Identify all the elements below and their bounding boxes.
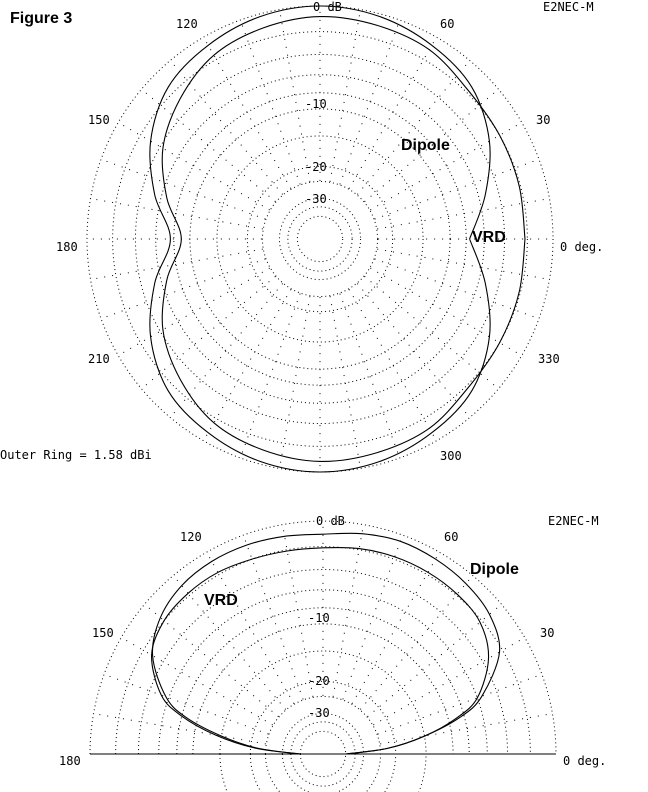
grid-spoke bbox=[352, 552, 439, 703]
grid-ring bbox=[297, 216, 342, 261]
grid-spoke bbox=[91, 199, 263, 229]
angle-label-210: 210 bbox=[88, 352, 110, 366]
figure-title: Figure 3 bbox=[10, 10, 73, 27]
grid-spoke bbox=[101, 259, 265, 319]
azimuth-trace-vrd bbox=[162, 17, 525, 462]
angle-label-60: 60 bbox=[444, 530, 459, 544]
grid-spoke bbox=[340, 294, 400, 458]
grid-spoke bbox=[357, 61, 469, 195]
grid-ring bbox=[247, 166, 392, 311]
elevation-program-label: E2NEC-M bbox=[548, 514, 599, 528]
azimuth-program-label: E2NEC-M bbox=[543, 0, 594, 14]
angle-label-330: 330 bbox=[538, 352, 560, 366]
grid-ring bbox=[113, 32, 528, 447]
grid-spoke bbox=[142, 276, 276, 388]
grid-spoke bbox=[370, 123, 521, 210]
angle-label-300: 300 bbox=[440, 449, 462, 463]
grid-ring bbox=[193, 624, 453, 754]
grid-spoke bbox=[280, 10, 310, 182]
angle-label-120: 120 bbox=[176, 17, 198, 31]
db-ring-label: 0 dB bbox=[313, 0, 342, 14]
grid-ring bbox=[300, 731, 345, 754]
angle-label-0: 0 deg. bbox=[560, 240, 604, 254]
grid-spoke bbox=[170, 284, 282, 418]
azimuth-outer-ring-label: Outer Ring = 1.58 dBi bbox=[0, 448, 152, 462]
elevation-angle-labels bbox=[59, 530, 606, 768]
grid-spoke bbox=[94, 714, 266, 744]
elevation-traces bbox=[152, 533, 500, 754]
grid-spoke bbox=[343, 535, 403, 699]
grid-spoke bbox=[340, 20, 400, 184]
angle-label-120: 120 bbox=[180, 530, 202, 544]
grid-ring-below bbox=[220, 754, 426, 792]
angle-label-0: 0 deg. bbox=[563, 754, 607, 768]
db-ring-label: -10 bbox=[305, 97, 327, 111]
grid-spoke bbox=[368, 604, 502, 716]
grid-spoke bbox=[333, 525, 363, 697]
grid-spoke bbox=[349, 289, 436, 440]
elevation-trace-vrd bbox=[152, 547, 489, 754]
grid-ring bbox=[220, 651, 426, 754]
grid-spoke bbox=[365, 276, 499, 388]
angle-label-180: 180 bbox=[59, 754, 81, 768]
db-ring-label: 0 dB bbox=[316, 514, 345, 528]
grid-ring bbox=[279, 198, 360, 279]
grid-spoke bbox=[142, 89, 276, 201]
elevation-trace-dipole bbox=[152, 533, 499, 754]
db-ring-label: -10 bbox=[308, 611, 330, 625]
grid-spoke bbox=[101, 159, 265, 219]
grid-spoke bbox=[373, 638, 524, 725]
elevation-pattern-chart bbox=[59, 514, 606, 792]
grid-spoke bbox=[330, 296, 360, 468]
grid-spoke bbox=[280, 296, 310, 468]
angle-label-150: 150 bbox=[92, 626, 114, 640]
angle-label-180: 180 bbox=[56, 240, 78, 254]
angle-label-150: 150 bbox=[88, 113, 110, 127]
db-ring-label: -20 bbox=[308, 674, 330, 688]
azimuth-angle-labels bbox=[56, 17, 603, 463]
grid-spoke bbox=[243, 535, 303, 699]
grid-spoke bbox=[360, 576, 472, 710]
grid-ring bbox=[116, 547, 531, 754]
grid-spoke bbox=[91, 249, 263, 279]
grid-spoke bbox=[204, 289, 291, 440]
grid-spoke bbox=[357, 284, 469, 418]
grid-ring-below bbox=[265, 754, 380, 792]
angle-label-30: 30 bbox=[536, 113, 551, 127]
azimuth-ring-labels bbox=[305, 0, 342, 206]
elevation-dipole-label: Dipole bbox=[470, 561, 519, 578]
azimuth-dipole-label: Dipole bbox=[401, 137, 450, 154]
grid-spoke bbox=[207, 552, 294, 703]
grid-spoke bbox=[170, 61, 282, 195]
grid-spoke bbox=[380, 714, 552, 744]
db-ring-label: -30 bbox=[308, 706, 330, 720]
angle-label-30: 30 bbox=[540, 626, 555, 640]
angle-label-60: 60 bbox=[440, 17, 455, 31]
grid-spoke bbox=[330, 10, 360, 182]
elevation-vrd-label: VRD bbox=[204, 592, 238, 609]
grid-spoke bbox=[118, 268, 269, 355]
db-ring-label: -20 bbox=[305, 160, 327, 174]
grid-ring-below bbox=[282, 754, 363, 792]
grid-spoke bbox=[240, 20, 300, 184]
azimuth-vrd-label: VRD bbox=[472, 229, 506, 246]
grid-spoke bbox=[104, 674, 268, 734]
grid-ring-below bbox=[300, 754, 345, 777]
grid-ring bbox=[138, 570, 507, 754]
grid-spoke bbox=[349, 37, 436, 188]
db-ring-label: -30 bbox=[305, 192, 327, 206]
grid-ring-below bbox=[250, 754, 395, 792]
grid-spoke bbox=[378, 674, 542, 734]
grid-spoke bbox=[240, 294, 300, 458]
elevation-ring-labels bbox=[308, 514, 345, 720]
